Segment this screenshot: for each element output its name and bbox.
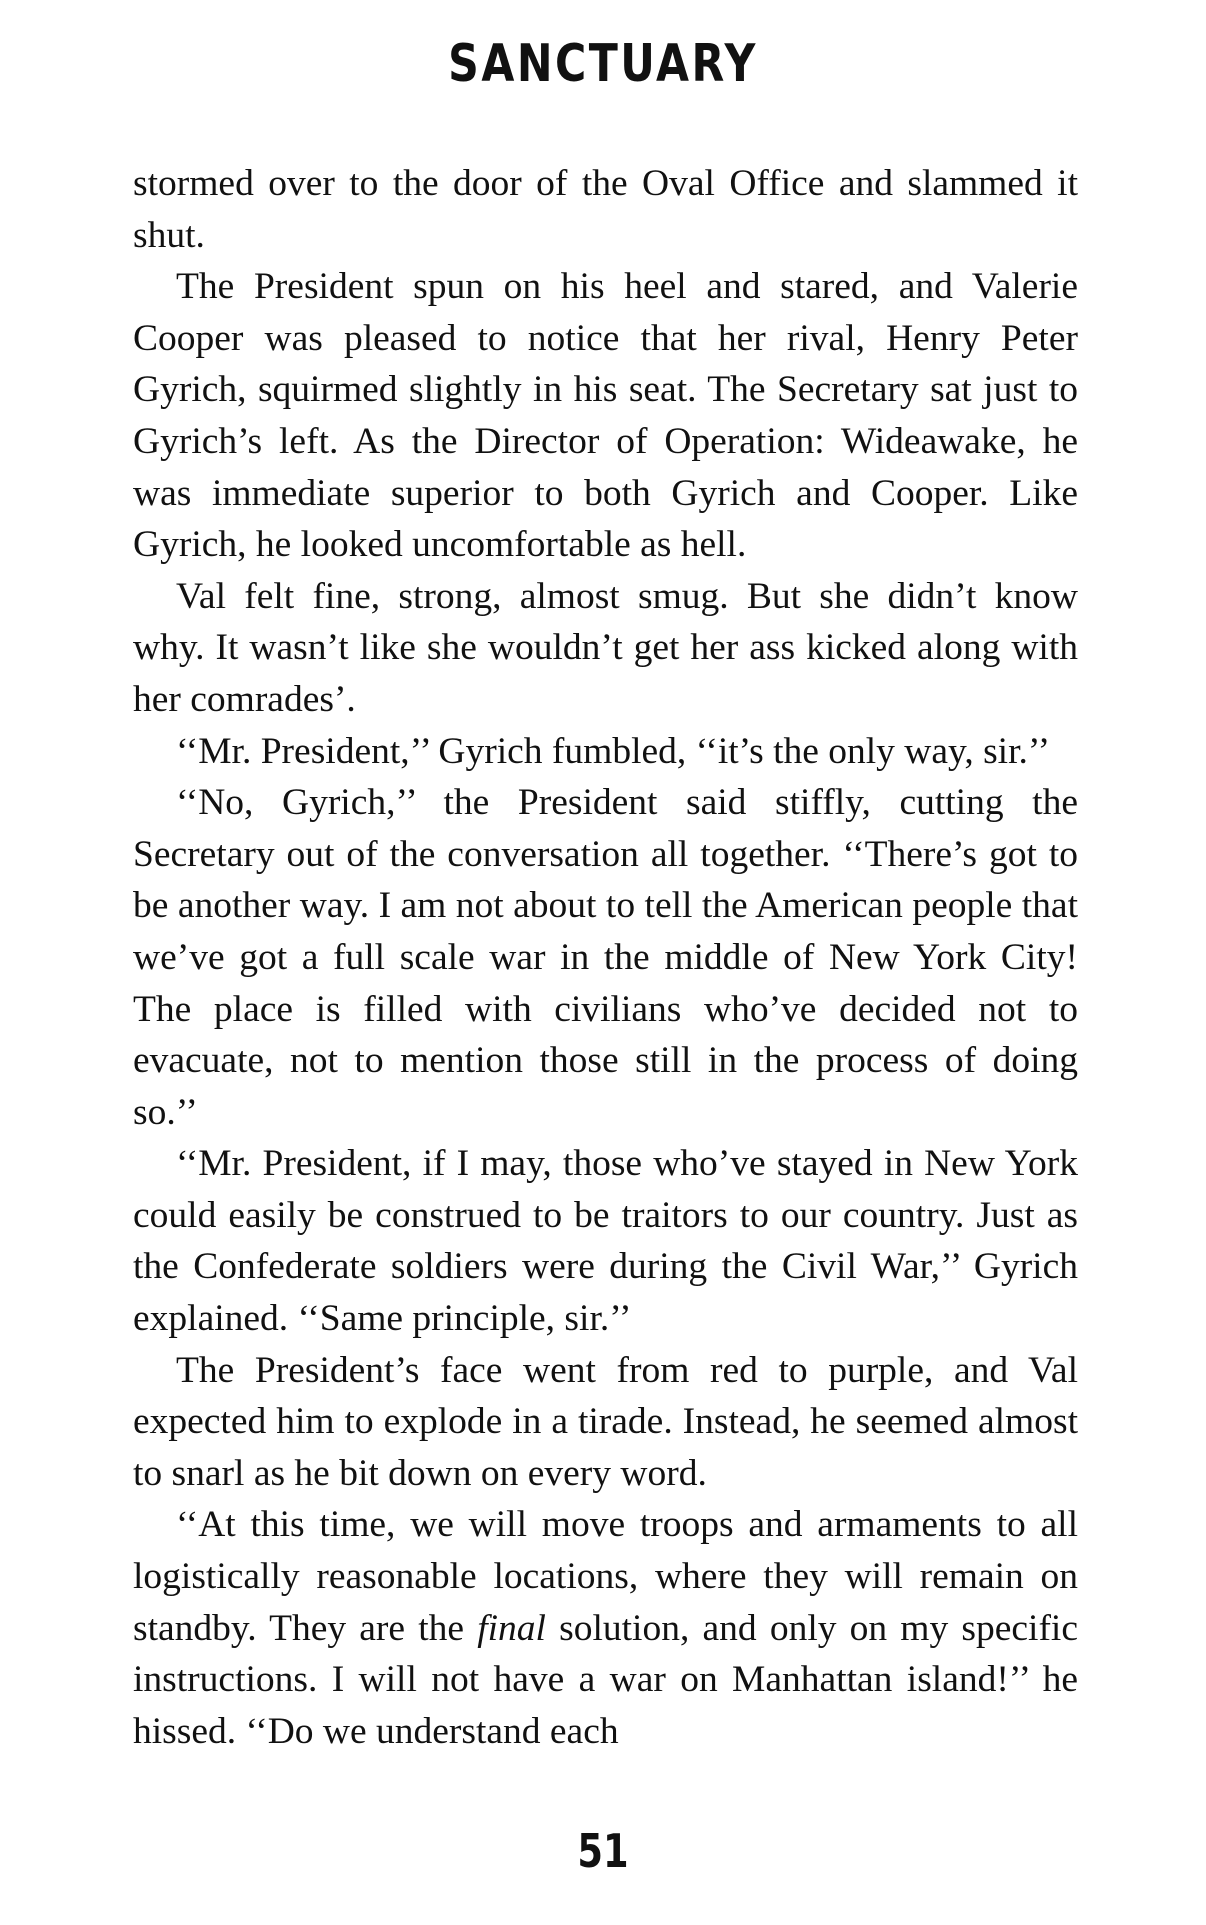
paragraph-last <box>133 1499 1078 1757</box>
paragraph: ‘‘Mr. President, if I may, those who’ve stayed in New York could easily be construed to be traitors to our country. Just as the Confederate soldiers were during the Civil War,’’ Gyrich explained. ‘‘Same principle, sir.’’ <box>133 1143 1078 1340</box>
paragraph: ‘‘No, Gyrich,’’ the President said stiffly, cutting the Secretary out of the conversation all together. ‘‘There’s got to be another way. I am not about to tell the American people that we’ve got a full scale war in the middle of New York City! The place is filled with civilians who’ve decided not to evacuate, not to mention those still in the process of doing so.’’ <box>133 782 1078 1133</box>
paragraph: The President’s face went from red to purple, and Val expected him to explode in a tirade. Instead, he seemed almost to snarl as he bit down on every word. <box>133 1349 1078 1494</box>
running-head-title: SANCTUARY <box>448 34 758 94</box>
body-text <box>133 158 1078 1757</box>
page-number: 51 <box>577 1824 629 1878</box>
paragraph-continued: stormed over to the door of the Oval Office and slammed it shut. <box>133 163 1078 256</box>
paragraph: ‘‘Mr. President,’’ Gyrich fumbled, ‘‘it’s the only way, sir.’’ <box>176 730 1051 772</box>
emphasized-word: final <box>477 1607 546 1649</box>
paragraph-text: ‘‘At this time, we will move troops and armaments to all logistically reasonable locations, where they will remain on standby. They are the <box>133 1504 1078 1649</box>
paragraph: The President spun on his heel and stared, and Valerie Cooper was pleased to notice that her rival, Henry Peter Gyrich, squirmed slightly in his seat. The Secretary sat just to Gyrich’s left. As the Director of Operation: Wideawake, he was immediate superior to both Gyrich and Cooper. Like Gyrich, he looked uncomfortable as hell. <box>133 266 1078 566</box>
paragraph: Val felt fine, strong, almost smug. But she didn’t know why. It wasn’t like she wouldn’t get her ass kicked along with her comrades’. <box>133 575 1078 720</box>
paragraph-text: solution, and only on my specific instructions. I will not have a war on Manhattan island!’’ he hissed. ‘‘Do we understand each <box>133 1607 1078 1752</box>
